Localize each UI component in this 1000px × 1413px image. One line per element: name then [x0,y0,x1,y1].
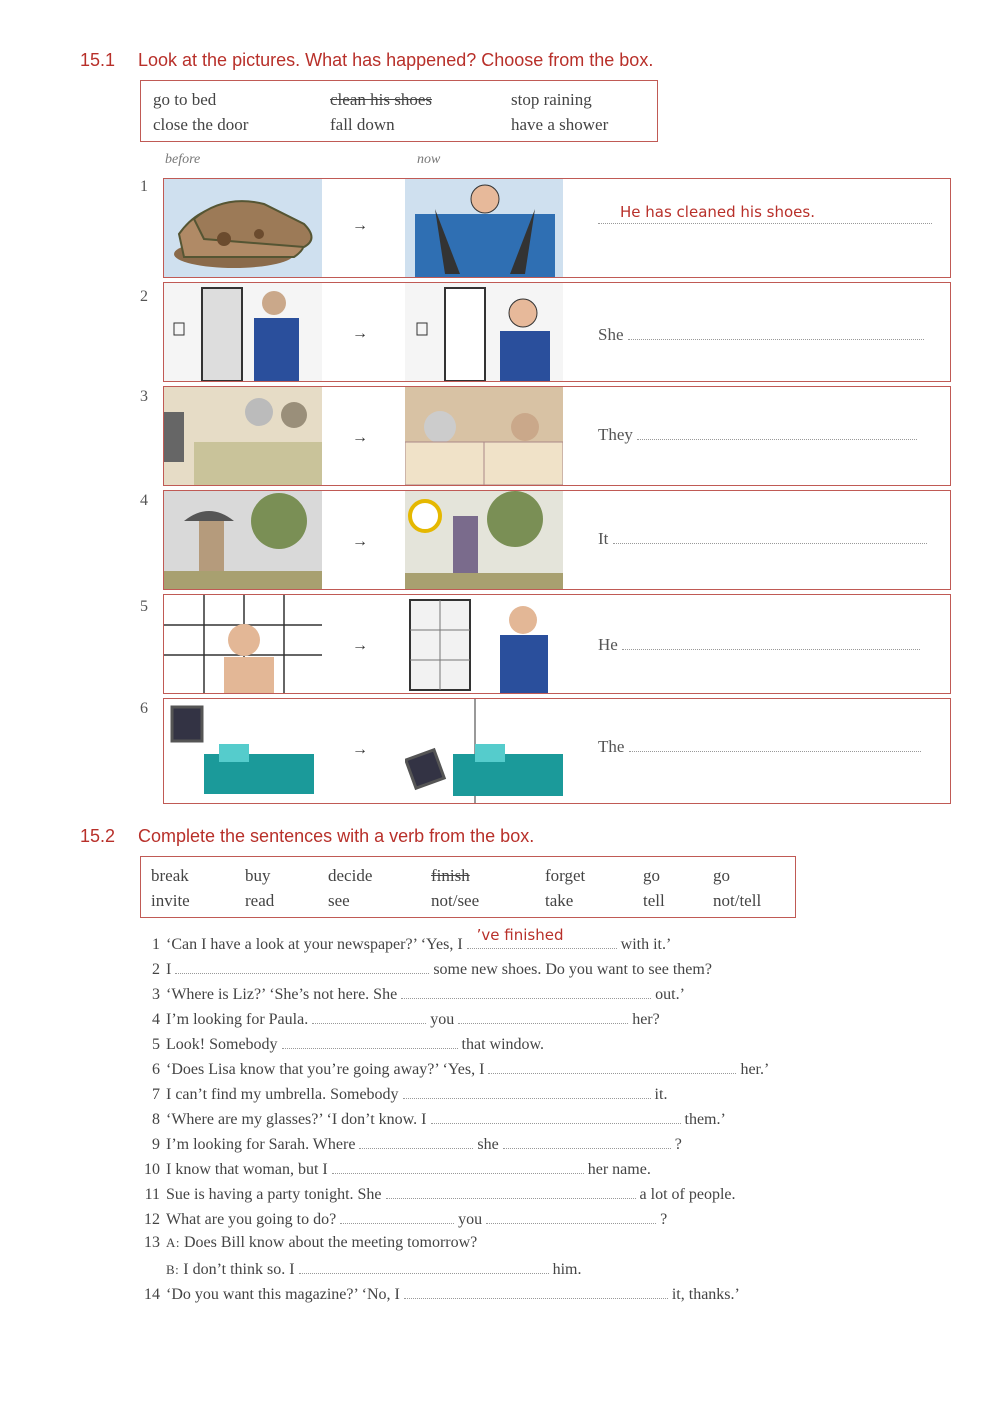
arrow: → [352,325,368,342]
box-word: read [245,891,275,910]
box-word: see [328,891,350,910]
picture-fallen-picture [405,699,563,803]
sentence-text: ‘Where are my glasses?’ ‘I don’t know. I [166,1111,431,1128]
sentence-text: I know that woman, but I [166,1161,332,1178]
sunshine-picture [405,491,563,589]
answer-line-6 [598,737,921,757]
exercise-15-2-title [80,826,534,847]
example-answer: He has cleaned his shoes. [620,203,815,221]
answer-blank[interactable] [403,1084,651,1099]
answer-subject: She [598,325,624,344]
sentence-10 [140,1159,651,1179]
picture-row-6 [163,698,951,804]
box-word: break [151,866,189,885]
answer-blank[interactable] [401,984,651,999]
sentence-number: 5 [152,1036,160,1053]
answer-blank[interactable] [175,959,429,974]
sentence-text: some new shoes. Do you want to see them? [429,961,712,978]
exercise-number: 15.2 [80,826,116,846]
picture-row-1 [163,178,951,278]
picture-row-4 [163,490,951,590]
sentence-text: ‘Can I have a look at your newspaper?’ ‘Yes, I [166,936,467,953]
sentence-number: 3 [152,986,160,1003]
open-door-picture [164,283,322,381]
sentence-text: ‘Where is Liz?’ ‘She’s not here. She [166,986,402,1003]
answer-line-1 [598,203,932,229]
answer-blank[interactable] [386,1184,636,1199]
picture-on-wall-picture [164,699,322,803]
exercise-number: 15.1 [80,50,116,70]
sentence-text: she [473,1136,503,1153]
exercise-15-1-title [80,50,653,71]
sentence-number: 6 [152,1061,160,1078]
arrow: → [352,533,368,550]
sentence-text: I can’t find my umbrella. Somebody [166,1086,403,1103]
arrow: → [352,741,368,758]
sentence-text: I [166,961,176,978]
row-number: 4 [140,492,148,509]
sentence-text: I’m looking for Paula. [166,1011,313,1028]
answer-subject: He [598,635,618,654]
sentence-number: 13 [144,1234,160,1251]
caption-before: before [165,152,201,167]
box-word-used: finish [431,866,470,885]
sentence-8 [140,1109,726,1129]
sentence-text: out.’ [651,986,685,1003]
box-word: have a shower [511,115,609,134]
box-word: go [713,866,730,885]
answer-line-3 [598,425,917,445]
box-word-used: clean his shoes [330,90,432,109]
answer-subject: It [598,529,609,548]
box-word: take [545,891,574,910]
arrow: → [352,429,368,446]
sentence-number: 14 [144,1286,160,1303]
sentence-9 [140,1134,682,1154]
sentence-number: 1 [152,936,160,953]
sentence-13b [140,1259,581,1279]
answer-blank[interactable] [503,1134,671,1149]
sentence-number: 10 [144,1161,160,1178]
sentence-1 [140,926,672,954]
answer-blank[interactable] [622,635,920,650]
sentence-11 [140,1184,736,1204]
answer-blank[interactable] [488,1059,736,1074]
sentence-6 [140,1059,769,1079]
caption-now: now [417,152,441,167]
sentence-number: 2 [152,961,160,978]
sentence-number: 9 [152,1136,160,1153]
speaker-label: B: [166,1262,180,1277]
answer-blank[interactable] [299,1259,549,1274]
couple-on-sofa-picture [164,387,322,485]
sentence-number: 12 [144,1211,160,1228]
sentence-text: it, thanks.’ [667,1286,740,1303]
example-answer: ’ve finished [476,926,564,944]
box-word: fall down [330,115,395,134]
clean-shoes-picture [405,179,563,277]
answer-blank[interactable] [332,1159,584,1174]
sentence-3 [140,984,685,1004]
box-word: forget [545,866,586,885]
sentence-number: 8 [152,1111,160,1128]
answer-line-5 [598,635,920,655]
sentence-12 [140,1209,667,1229]
picture-row-3 [163,386,951,486]
sentence-4 [140,1009,660,1029]
sentence-text: What are you going to do? [166,1211,341,1228]
sentence-number: 7 [152,1086,160,1103]
sentence-2 [140,959,712,979]
sentence-text: Does Bill know about the meeting tomorrow? [184,1234,478,1251]
answer-blank[interactable] [486,1209,656,1224]
box-word: invite [151,891,190,910]
box-word: stop raining [511,90,592,109]
sentence-5 [140,1034,544,1054]
man-in-shower-picture [164,595,322,693]
box-word: go to bed [153,90,217,109]
sentence-14 [140,1284,740,1304]
word-box-15-1 [140,80,658,142]
sentence-text: I’m looking for Sarah. Where [166,1136,360,1153]
box-word: go [643,866,660,885]
sentence-text: them.’ [680,1111,726,1128]
sentence-text: I don’t think so. I [183,1261,299,1278]
row-number: 2 [140,288,148,305]
box-word: not/see [431,891,480,910]
speaker-label: A: [166,1235,180,1250]
box-word: close the door [153,115,249,134]
answer-line-2 [598,325,924,345]
sentence-text: her name. [583,1161,651,1178]
box-word: decide [328,866,373,885]
sentence-text: a lot of people. [635,1186,736,1203]
sentence-text: it. [650,1086,668,1103]
sentence-text: ‘Does Lisa know that you’re going away?’ ‘Yes, I [166,1061,489,1078]
row-number: 5 [140,598,148,615]
sentence-text: you [426,1011,459,1028]
answer-subject: They [598,425,633,444]
closed-door-picture [405,283,563,381]
sentence-number: 11 [144,1186,160,1203]
picture-row-5 [163,594,951,694]
box-word: not/tell [713,891,762,910]
sentence-7 [140,1084,667,1104]
instruction: Complete the sentences with a verb from the box. [138,826,535,846]
answer-blank[interactable] [629,737,921,752]
row-number: 6 [140,700,148,717]
box-word: buy [245,866,271,885]
sentence-text: that window. [457,1036,545,1053]
answer-blank[interactable] [628,325,924,340]
sentence-text: Sue is having a party tonight. She [166,1186,386,1203]
answer-blank[interactable] [282,1034,458,1049]
answer-blank[interactable] [637,425,917,440]
arrow: → [352,217,368,234]
sentence-number: 4 [152,1011,160,1028]
answer-blank[interactable] [613,529,927,544]
sentence-text: with it.’ [616,936,672,953]
answer-blank[interactable] [598,203,932,224]
answer-blank[interactable] [359,1134,473,1149]
sentence-text: ‘Do you want this magazine?’ ‘No, I [166,1286,404,1303]
arrow: → [352,637,368,654]
sentence-text: Look! Somebody [166,1036,282,1053]
sentence-text: you [454,1211,487,1228]
answer-blank[interactable] [458,1009,628,1024]
sentence-text: him. [548,1261,582,1278]
sentence-text: ? [670,1136,682,1153]
answer-subject: The [598,737,625,756]
rain-picture [164,491,322,589]
answer-blank[interactable] [404,1284,668,1299]
sentence-text: her.’ [736,1061,770,1078]
couple-in-bed-picture [405,387,563,485]
dirty-shoes-picture [164,179,322,277]
row-number: 1 [140,178,148,195]
answer-line-4 [598,529,927,549]
man-in-bathrobe-picture [405,595,563,693]
sentence-text: ? [656,1211,668,1228]
sentence-text: her? [628,1011,660,1028]
word-box-15-2 [140,856,796,918]
row-number: 3 [140,388,148,405]
instruction: Look at the pictures. What has happened? Choose from the box. [138,50,654,70]
answer-blank[interactable] [312,1009,426,1024]
answer-blank[interactable] [340,1209,454,1224]
answer-blank[interactable] [467,926,617,949]
sentence-13a [140,1234,477,1252]
answer-blank[interactable] [431,1109,681,1124]
picture-row-2 [163,282,951,382]
box-word: tell [643,891,665,910]
